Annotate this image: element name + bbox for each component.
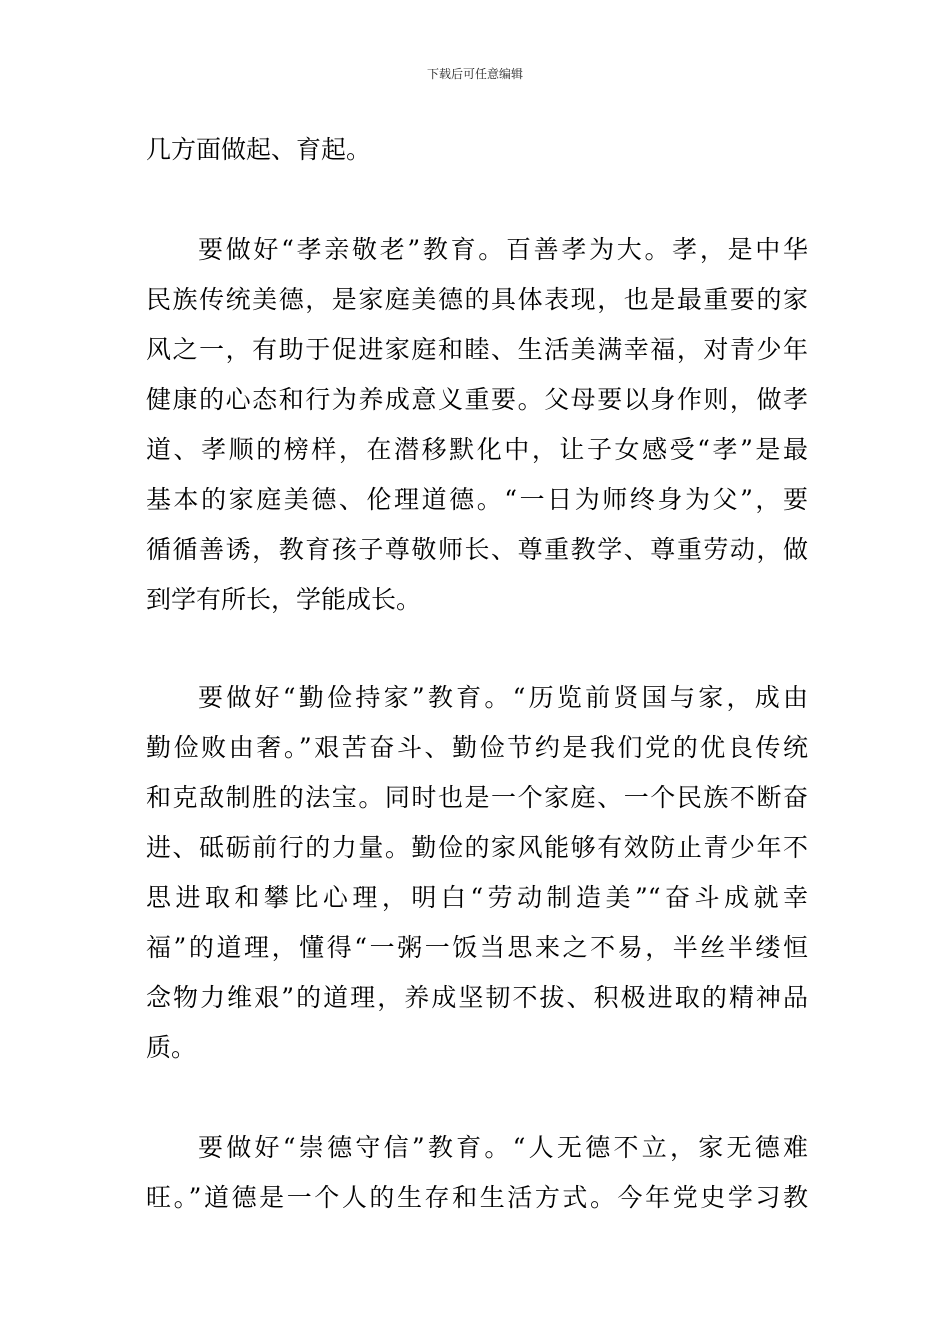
text-line: 到学有所长，学能成长。 [146, 585, 422, 614]
page-header: 下载后可任意编辑 [426, 67, 523, 81]
paragraph-first-line: 要做好“勤俭持家”教育。“历览前贤国与家，成由 [198, 683, 808, 712]
text-line: 和克敌制胜的法宝。同时也是一个家庭、一个民族不断奋 [146, 783, 808, 812]
text-line: 基本的家庭美德、伦理道德。“一日为师终身为父”，要 [146, 485, 808, 514]
text-line: 勤俭败由奢。”艰苦奋斗、勤俭节约是我们党的优良传统 [146, 733, 808, 762]
text-line: 风之一，有助于促进家庭和睦、生活美满幸福，对青少年 [146, 335, 808, 364]
text-line: 健康的心态和行为养成意义重要。父母要以身作则，做孝 [146, 385, 808, 414]
text-line: 旺。”道德是一个人的生存和生活方式。今年党史学习教 [146, 1183, 808, 1212]
paragraph-first-line: 要做好“崇德守信”教育。“人无德不立，家无德难 [198, 1133, 808, 1162]
text-line: 质。 [146, 1033, 197, 1062]
text-line: 思进取和攀比心理，明白“劳动制造美”“奋斗成就幸 [146, 883, 808, 912]
text-line: 福”的道理，懂得“一粥一饭当思来之不易，半丝半缕恒 [146, 933, 808, 962]
text-line: 进、砥砺前行的力量。勤俭的家风能够有效防止青少年不 [146, 833, 808, 862]
text-line: 民族传统美德，是家庭美德的具体表现，也是最重要的家 [146, 285, 808, 314]
text-line: 循循善诱，教育孩子尊敬师长、尊重教学、尊重劳动，做 [146, 535, 808, 564]
text-line: 念物力维艰”的道理，养成坚韧不拔、积极进取的精神品 [146, 983, 808, 1012]
text-line: 道、孝顺的榜样，在潜移默化中，让子女感受“孝”是最 [146, 435, 808, 464]
paragraph-first-line: 要做好“孝亲敬老”教育。百善孝为大。孝，是中华 [198, 235, 808, 264]
text-line: 几方面做起、育起。 [146, 135, 372, 164]
